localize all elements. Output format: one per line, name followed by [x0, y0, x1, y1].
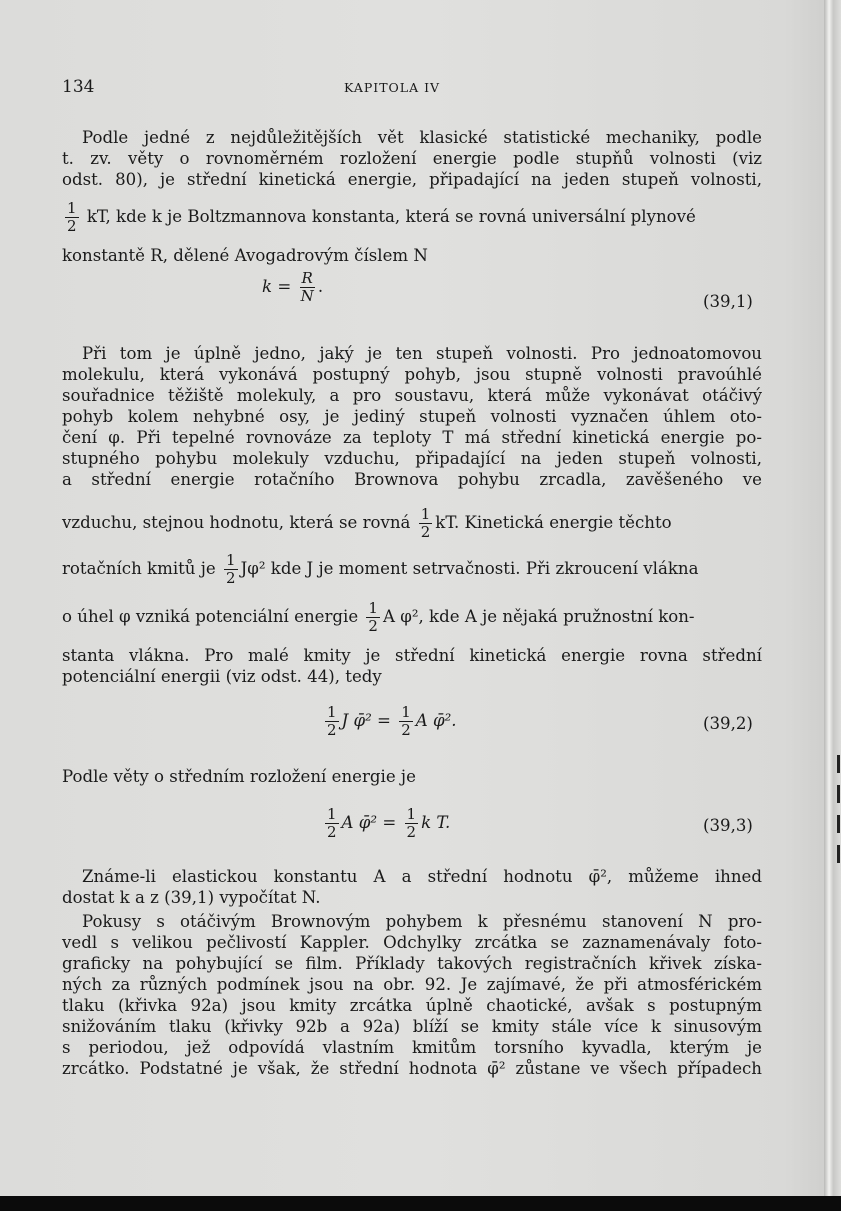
text-line: čení φ. Při tepelné rovnováze za teploty T má střední kinetická energie po-: [62, 428, 762, 447]
text-line: stanta vlákna. Pro malé kmity je střední kinetická energie rovna střední: [62, 646, 762, 665]
text-line: ných za různých podmínek jsou na obr. 92. Je zajímavé, že při atmosférickém: [62, 975, 762, 994]
spine-mark: [837, 845, 840, 863]
text-line: t. zv. věty o rovnoměrném rozložení energie podle stupňů volnosti (viz: [62, 149, 762, 168]
text-line: snižováním tlaku (křivky 92b a 92a) blíží se kmity stále více k sinusovým: [62, 1017, 762, 1036]
spine-mark: [837, 755, 840, 773]
equation-label: (39,3): [703, 816, 753, 835]
text-line: $\frac{1}{2}$ kT, kde k je Boltzmannova konstanta, která se rovná universální plynové: [67, 199, 696, 235]
text-line: Podle věty o středním rozložení energie je: [62, 767, 416, 786]
text-line: potenciální energii (viz odst. 44), tedy: [62, 667, 382, 686]
chapter-title: KAPITOLA IV: [344, 80, 441, 95]
equation-39-3: $\frac{1}{2}$ A φ̄² = $\frac{1}{2}$ k T.: [327, 805, 451, 841]
text-line: a střední energie rotačního Brownova pohybu zrcadla, zavěšeného ve: [62, 470, 762, 489]
text-line: Známe-li elastickou konstantu A a střední hodnotu φ̄², můžeme ihned: [82, 867, 762, 886]
text-line: konstantě R, dělené Avogadrovým číslem N: [62, 246, 428, 265]
book-spine: [824, 0, 841, 1196]
equation-label: (39,1): [703, 292, 753, 311]
text-line: o úhel φ vzniká potenciální energie $\frac{1}{2}$ A φ², kde A je nějaká pružnostní kon-: [62, 599, 695, 635]
text-line: graficky na pohybující se film. Příklady takových registračních křivek získa-: [62, 954, 762, 973]
fraction: $\frac{1}{2}$: [67, 199, 77, 235]
text-line: zrcátko. Podstatné je však, že střední hodnota φ̄² zůstane ve všech případech: [62, 1059, 762, 1078]
equation-label: (39,2): [703, 714, 753, 733]
page-number: 134: [62, 77, 95, 97]
text-line: Podle jedné z nejdůležitějších vět klasické statistické mechaniky, podle: [82, 128, 762, 147]
text-line: pohyb kolem nehybné osy, je jediný stupeň volnosti vyznačen úhlem oto-: [62, 407, 762, 426]
text-line: odst. 80), je střední kinetická energie, připadající na jeden stupeň volnosti,: [62, 170, 762, 189]
text-line: tlaku (křivka 92a) jsou kmity zrcátka úplně chaotické, avšak s postupným: [62, 996, 762, 1015]
text-line: stupného pohybu molekuly vzduchu, připadající na jeden stupeň volnosti,: [62, 449, 762, 468]
text-line: souřadnice těžiště molekuly, a pro soustavu, která může vykonávat otáčivý: [62, 386, 762, 405]
text-line: molekulu, která vykonává postupný pohyb, jsou stupně volnosti pravoúhlé: [62, 365, 762, 384]
text-line: vzduchu, stejnou hodnotu, která se rovná $\frac{1}{2}$ kT. Kinetická energie těchto: [62, 505, 672, 541]
text-line: rotačních kmitů je $\frac{1}{2}$ Jφ² kde J je moment setrvačnosti. Při zkroucení vlákna: [62, 551, 699, 587]
text-line: Pokusy s otáčivým Brownovým pohybem k přesnému stanovení N pro-: [82, 912, 762, 931]
spine-mark: [837, 785, 840, 803]
text-line: vedl s velikou pečlivostí Kappler. Odchylky zrcátka se zaznamenávaly foto-: [62, 933, 762, 952]
text-line: Při tom je úplně jedno, jaký je ten stupeň volnosti. Pro jednoatomovou: [82, 344, 762, 363]
running-head: [62, 77, 762, 97]
scan-border: [0, 1196, 841, 1211]
text-line: dostat k a z (39,1) vypočítat N.: [62, 888, 321, 907]
equation-39-1: k = $\frac{R}{N}$ .: [262, 269, 324, 305]
text-line: s periodou, jež odpovídá vlastním kmitům torsního kyvadla, kterým je: [62, 1038, 762, 1057]
equation-39-2: $\frac{1}{2}$ J φ̄² = $\frac{1}{2}$ A φ̄².: [327, 703, 457, 739]
spine-mark: [837, 815, 840, 833]
